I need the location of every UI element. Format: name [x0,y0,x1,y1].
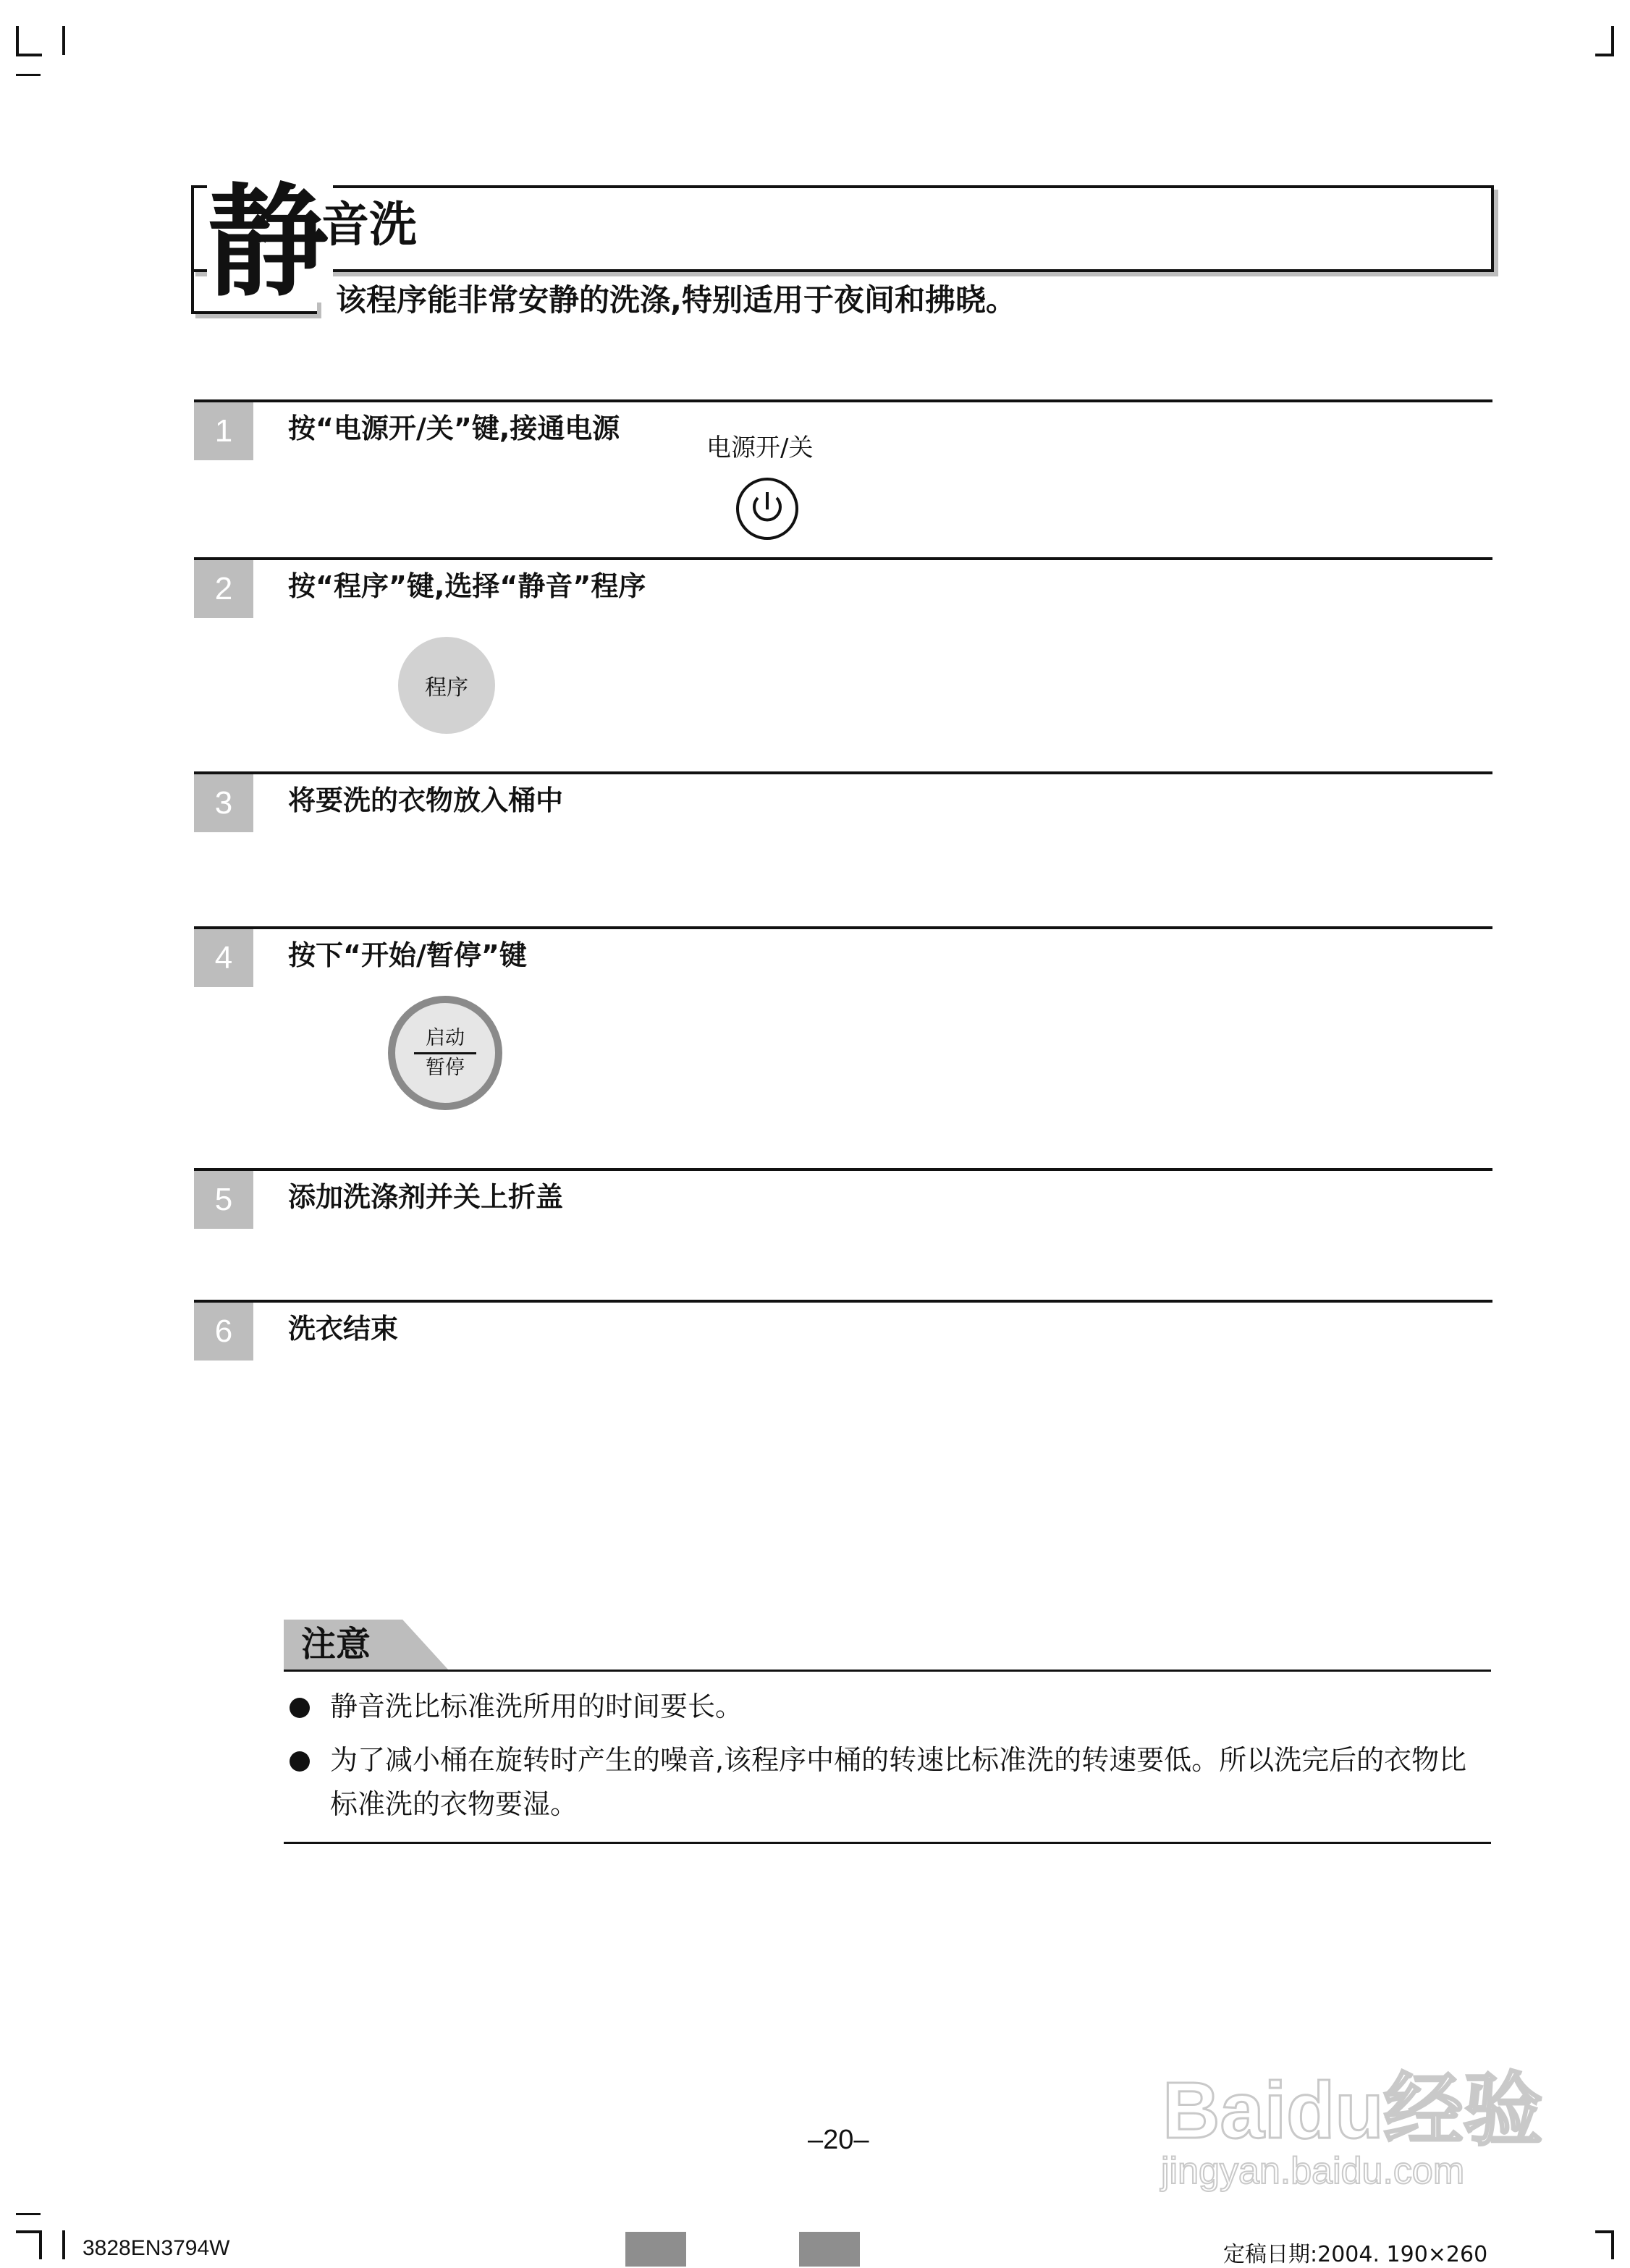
step-number: 5 [194,1171,253,1229]
power-button-label: 电源开/关 [706,433,814,462]
step-text: 按“电源开/关”键,接通电源 [288,412,620,444]
crop-mark [1611,2230,1614,2259]
power-icon [739,481,795,537]
crop-mark [62,26,65,55]
step-divider [194,399,1492,402]
step-number: 3 [194,774,253,832]
title-big-character: 静 [207,181,333,302]
step-divider [194,557,1492,560]
crop-mark [16,74,41,76]
program-button-label: 程序 [425,675,468,701]
page-title: 音洗 [321,197,417,253]
step-divider [194,1168,1492,1171]
step-number: 6 [194,1303,253,1361]
document-code: 3828EN3794W [83,2236,230,2260]
power-button[interactable] [736,478,798,540]
notice-top-rule [284,1670,1491,1672]
crop-mark [1595,54,1614,56]
step-number: 4 [194,929,253,987]
step-text: 按“程序”键,选择“静音”程序 [288,570,646,602]
step-text: 按下“开始/暂停”键 [288,939,527,971]
notice-item: 静音洗比标准洗所用的时间要长。 [330,1691,743,1722]
crop-mark [16,26,19,55]
page-number: –20– [808,2125,869,2155]
step-divider [194,1300,1492,1303]
registration-block [799,2232,860,2267]
start-pause-top-label: 启动 [426,1027,465,1050]
watermark-brand: Baidu经验 [1162,2066,1543,2155]
program-button[interactable] [398,637,495,734]
step-number: 1 [194,402,253,460]
step-divider [194,771,1492,774]
start-pause-divider [414,1052,476,1054]
crop-mark [39,2230,42,2259]
notice-title: 注意 [301,1624,371,1664]
step-divider [194,926,1492,929]
page-subtitle: 该程序能非常安静的洗涤,特别适用于夜间和拂晓。 [336,282,1016,318]
bullet-icon [290,1698,310,1718]
step-number: 2 [194,560,253,618]
start-pause-button[interactable] [388,996,502,1110]
step-text: 将要洗的衣物放入桶中 [288,784,564,816]
crop-mark [16,2213,41,2215]
registration-block [625,2232,686,2267]
bullet-icon [290,1751,310,1772]
step-text: 洗衣结束 [288,1313,399,1345]
notice-bottom-rule [284,1842,1491,1844]
notice-item: 为了减小桶在旋转时产生的噪音,该程序中桶的转速比标准洗的转速要低。所以洗完后的衣物比标准洗的衣物要湿。 [330,1744,1467,1820]
crop-mark [62,2230,65,2259]
start-pause-bottom-label: 暂停 [426,1056,465,1079]
crop-mark [16,2230,42,2233]
step-text: 添加洗涤剂并关上折盖 [288,1181,564,1213]
crop-mark [1611,26,1614,55]
watermark-url: jingyan.baidu.com [1161,2150,1465,2192]
crop-mark [16,54,42,56]
finalized-date: 定稿日期:2004. 190×260 [1223,2242,1488,2267]
